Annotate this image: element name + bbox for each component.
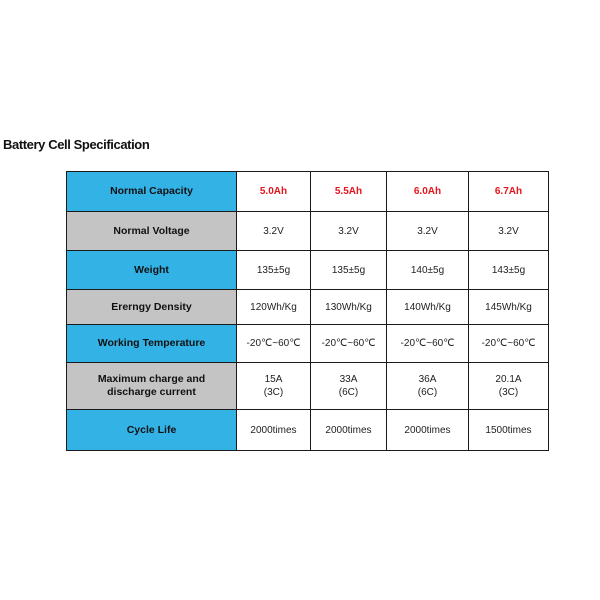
row-label-normal-voltage: Normal Voltage — [67, 212, 237, 251]
table-row-normal-capacity — [67, 172, 549, 212]
table-cell: 140±5g — [387, 251, 469, 290]
table-row-weight — [67, 251, 549, 290]
table-row-energy-density — [67, 290, 549, 325]
table-cell: 3.2V — [387, 212, 469, 251]
table-cell: 140Wh/Kg — [387, 290, 469, 325]
table-cell: 5.0Ah — [237, 172, 311, 212]
table-cell — [311, 363, 387, 410]
table-cell: 2000times — [237, 410, 311, 451]
table-row-max-current — [67, 363, 549, 410]
table-cell: 120Wh/Kg — [237, 290, 311, 325]
table-cell: -20℃~60℃ — [311, 325, 387, 363]
table-row-cycle-life — [67, 410, 549, 451]
table-cell — [387, 363, 469, 410]
table-cell: 6.7Ah — [469, 172, 549, 212]
cell-line: 36A — [418, 374, 437, 385]
table-cell — [237, 363, 311, 410]
table-cell: 135±5g — [237, 251, 311, 290]
row-label-energy-density: Ererngy Density — [67, 290, 237, 325]
table-cell: 3.2V — [469, 212, 549, 251]
table-cell: 2000times — [311, 410, 387, 451]
table-cell: 5.5Ah — [311, 172, 387, 212]
table-cell: 3.2V — [237, 212, 311, 251]
row-label-working-temperature: Working Temperature — [67, 325, 237, 363]
cell-line: (6C) — [417, 387, 438, 398]
table-cell: 1500times — [469, 410, 549, 451]
cell-line: (6C) — [338, 387, 359, 398]
table-cell: 6.0Ah — [387, 172, 469, 212]
row-label-line: discharge current — [107, 386, 196, 398]
table-cell — [469, 363, 549, 410]
table-cell: 2000times — [387, 410, 469, 451]
cell-line: (3C) — [498, 387, 519, 398]
table-cell: 145Wh/Kg — [469, 290, 549, 325]
battery-spec-table — [66, 171, 549, 451]
table-cell: 135±5g — [311, 251, 387, 290]
table-cell: -20℃~60℃ — [387, 325, 469, 363]
row-label-weight: Weight — [67, 251, 237, 290]
table-row-working-temperature — [67, 325, 549, 363]
page-title: Battery Cell Specification — [3, 137, 150, 152]
cell-line: (3C) — [263, 387, 284, 398]
table-row-normal-voltage — [67, 212, 549, 251]
row-label-normal-capacity: Normal Capacity — [67, 172, 237, 212]
row-label-line: Maximum charge and — [97, 373, 206, 385]
table-cell: 130Wh/Kg — [311, 290, 387, 325]
row-label-cycle-life: Cycle Life — [67, 410, 237, 451]
row-label-max-current — [67, 363, 237, 410]
table-cell: -20℃~60℃ — [469, 325, 549, 363]
cell-line: 20.1A — [495, 374, 522, 385]
cell-line: 15A — [264, 374, 283, 385]
table-cell: 3.2V — [311, 212, 387, 251]
table-cell: 143±5g — [469, 251, 549, 290]
table-cell: -20℃~60℃ — [237, 325, 311, 363]
cell-line: 33A — [339, 374, 358, 385]
